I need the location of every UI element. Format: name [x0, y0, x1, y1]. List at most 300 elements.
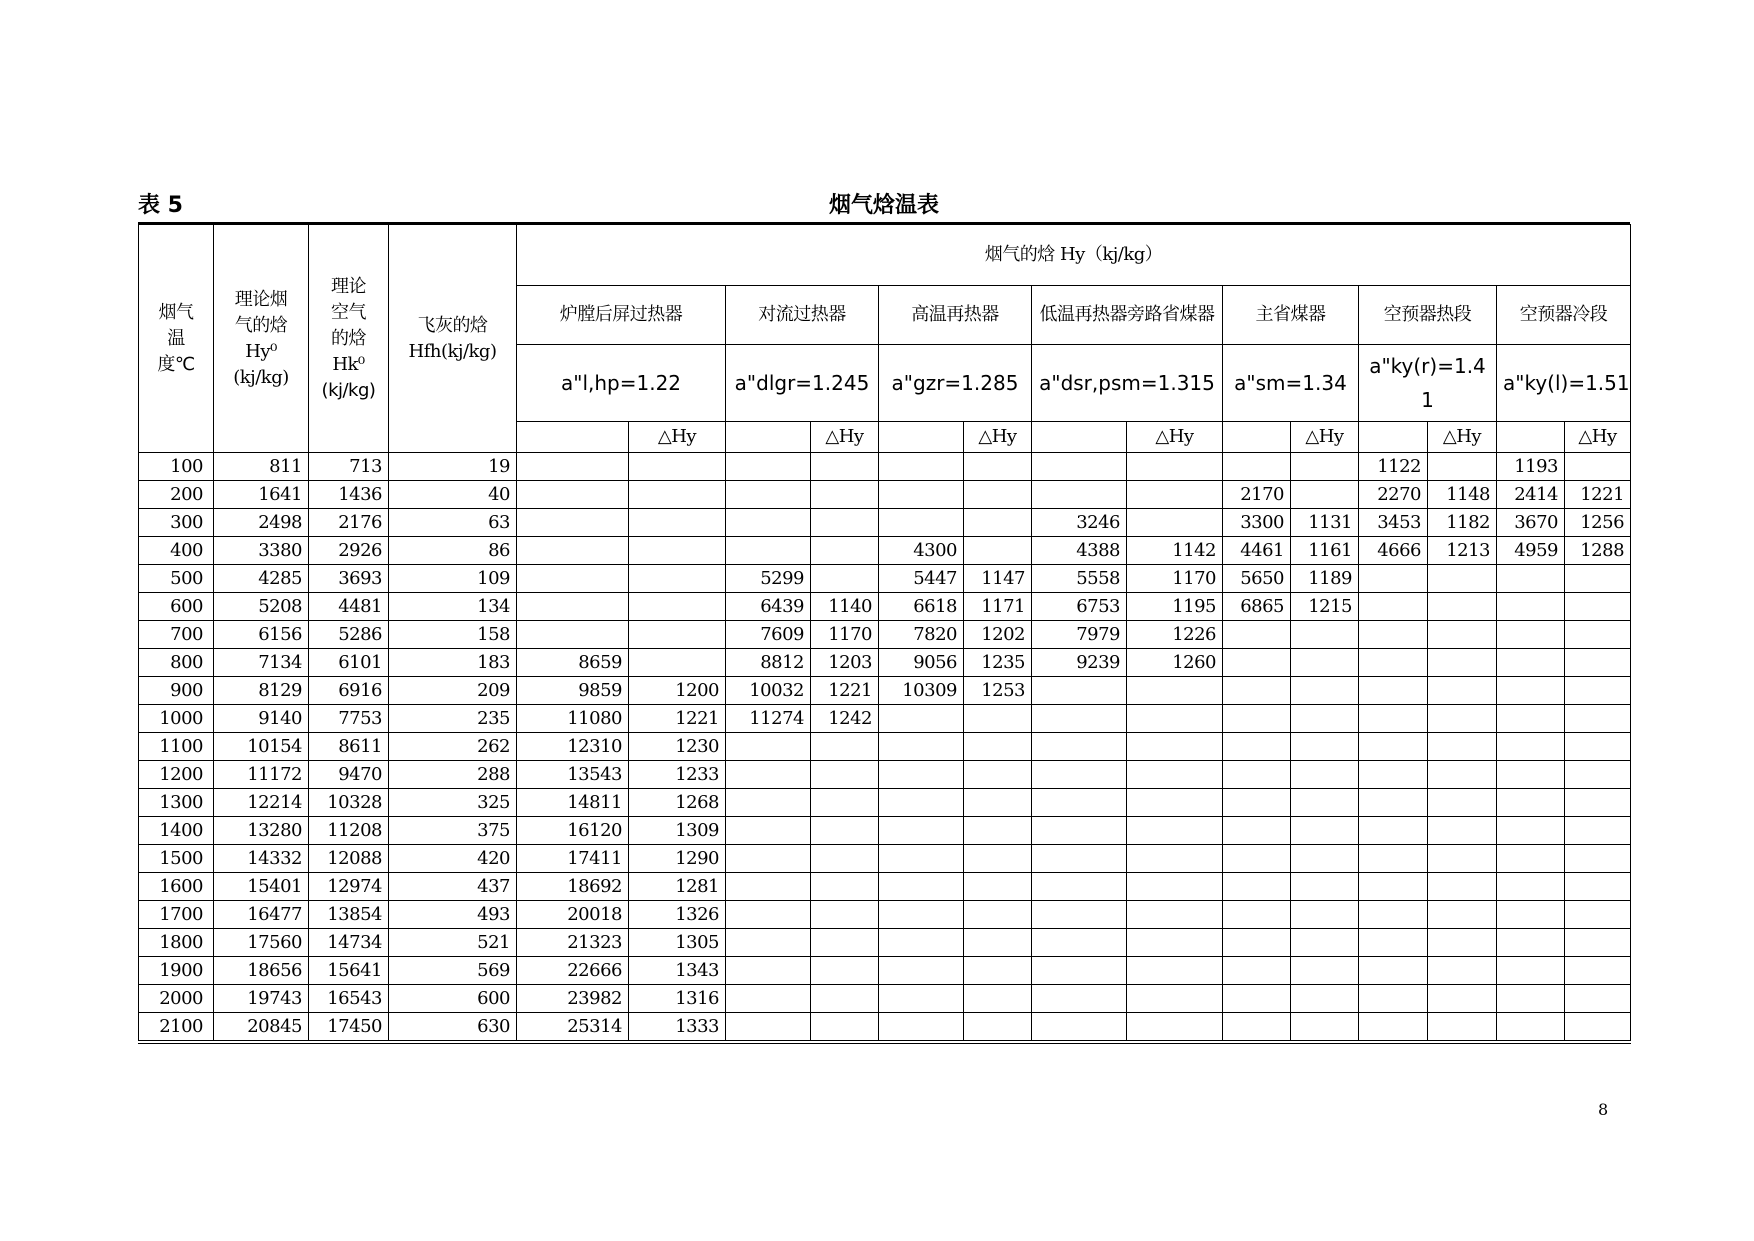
value-cell: 4481: [309, 593, 389, 621]
value-cell: [517, 593, 629, 621]
section-name: 空预器冷段: [1497, 286, 1631, 345]
value-cell: [1497, 929, 1565, 957]
value-cell: [1291, 453, 1359, 481]
value-cell: [1127, 761, 1223, 789]
value-cell: [1291, 957, 1359, 985]
value-cell: [964, 733, 1032, 761]
value-cell: 12214: [214, 789, 309, 817]
value-cell: 14811: [517, 789, 629, 817]
value-cell: [1497, 705, 1565, 733]
value-cell: [517, 621, 629, 649]
value-cell: 11208: [309, 817, 389, 845]
value-cell: [726, 985, 811, 1013]
value-cell: 1215: [1291, 593, 1359, 621]
table-row: [139, 817, 1631, 845]
value-cell: 1200: [629, 677, 726, 705]
temperature-cell: 700: [139, 621, 214, 649]
value-cell: 1202: [964, 621, 1032, 649]
value-cell: 10328: [309, 789, 389, 817]
value-cell: [629, 453, 726, 481]
value-cell: [1223, 677, 1291, 705]
value-cell: [879, 481, 964, 509]
value-cell: [1032, 901, 1127, 929]
value-cell: 8659: [517, 649, 629, 677]
value-cell: 2926: [309, 537, 389, 565]
temperature-cell: 2100: [139, 1013, 214, 1043]
value-cell: [726, 901, 811, 929]
value-cell: 209: [389, 677, 517, 705]
sub-header-delta: △Hy: [1291, 422, 1359, 453]
value-cell: 1203: [811, 649, 879, 677]
value-cell: [1127, 789, 1223, 817]
value-cell: [811, 929, 879, 957]
value-cell: [726, 509, 811, 537]
value-cell: 9239: [1032, 649, 1127, 677]
value-cell: [811, 957, 879, 985]
value-cell: 3300: [1223, 509, 1291, 537]
value-cell: [1223, 761, 1291, 789]
value-cell: 4388: [1032, 537, 1127, 565]
header-temp: [139, 225, 214, 453]
value-cell: [811, 817, 879, 845]
value-cell: [1565, 845, 1631, 873]
value-cell: [726, 873, 811, 901]
value-cell: 262: [389, 733, 517, 761]
value-cell: 6618: [879, 593, 964, 621]
value-cell: 17450: [309, 1013, 389, 1043]
value-cell: 288: [389, 761, 517, 789]
value-cell: [1565, 593, 1631, 621]
value-cell: 1233: [629, 761, 726, 789]
header-hk0-line: 空气: [331, 301, 366, 323]
value-cell: [1127, 985, 1223, 1013]
value-cell: [726, 537, 811, 565]
value-cell: [1428, 453, 1497, 481]
table-row: [139, 1013, 1631, 1043]
sub-header-hy: [517, 422, 629, 453]
value-cell: 158: [389, 621, 517, 649]
value-cell: 18692: [517, 873, 629, 901]
section-alpha: a"sm=1.34: [1223, 345, 1359, 422]
value-cell: [1223, 789, 1291, 817]
value-cell: [1428, 789, 1497, 817]
value-cell: [1497, 789, 1565, 817]
value-cell: [1565, 621, 1631, 649]
value-cell: [879, 845, 964, 873]
value-cell: [811, 565, 879, 593]
table-row: [139, 845, 1631, 873]
value-cell: 40: [389, 481, 517, 509]
value-cell: [1127, 957, 1223, 985]
temperature-cell: 1900: [139, 957, 214, 985]
header-hfh: [389, 225, 517, 453]
table-row: [139, 509, 1631, 537]
value-cell: [1565, 733, 1631, 761]
header-hfh-line: 飞灰的焓: [417, 314, 488, 336]
value-cell: [1428, 1013, 1497, 1043]
temperature-cell: 1000: [139, 705, 214, 733]
value-cell: 8129: [214, 677, 309, 705]
value-cell: [811, 453, 879, 481]
temperature-cell: 1500: [139, 845, 214, 873]
value-cell: [1497, 621, 1565, 649]
value-cell: 1122: [1359, 453, 1428, 481]
value-cell: 11274: [726, 705, 811, 733]
value-cell: [811, 985, 879, 1013]
value-cell: [1359, 873, 1428, 901]
section-name: 主省煤器: [1223, 286, 1359, 345]
value-cell: 3246: [1032, 509, 1127, 537]
table-row: [139, 761, 1631, 789]
value-cell: [1291, 901, 1359, 929]
value-cell: [1565, 565, 1631, 593]
value-cell: [629, 621, 726, 649]
value-cell: [964, 789, 1032, 817]
sub-header-delta: △Hy: [1428, 422, 1497, 453]
value-cell: 1170: [1127, 565, 1223, 593]
value-cell: 2498: [214, 509, 309, 537]
value-cell: 1171: [964, 593, 1032, 621]
value-cell: [879, 733, 964, 761]
value-cell: [1223, 1013, 1291, 1043]
value-cell: [1359, 929, 1428, 957]
value-cell: 1221: [1565, 481, 1631, 509]
value-cell: 8812: [726, 649, 811, 677]
value-cell: 23982: [517, 985, 629, 1013]
value-cell: 493: [389, 901, 517, 929]
value-cell: [879, 957, 964, 985]
sub-header-delta: △Hy: [1565, 422, 1631, 453]
value-cell: 1189: [1291, 565, 1359, 593]
value-cell: [1291, 621, 1359, 649]
value-cell: 19: [389, 453, 517, 481]
table-row: [139, 873, 1631, 901]
value-cell: [1428, 929, 1497, 957]
value-cell: [1291, 481, 1359, 509]
value-cell: [1291, 649, 1359, 677]
value-cell: [811, 789, 879, 817]
value-cell: 14332: [214, 845, 309, 873]
value-cell: 9056: [879, 649, 964, 677]
table-row: [139, 789, 1631, 817]
value-cell: [726, 1013, 811, 1043]
value-cell: 6101: [309, 649, 389, 677]
value-cell: 1256: [1565, 509, 1631, 537]
value-cell: 86: [389, 537, 517, 565]
value-cell: 1140: [811, 593, 879, 621]
value-cell: [1291, 845, 1359, 873]
value-cell: [726, 957, 811, 985]
value-cell: 6865: [1223, 593, 1291, 621]
value-cell: [1565, 453, 1631, 481]
value-cell: 7820: [879, 621, 964, 649]
sub-header-hy: [1032, 422, 1127, 453]
value-cell: [1565, 901, 1631, 929]
value-cell: [964, 453, 1032, 481]
value-cell: [1359, 705, 1428, 733]
value-cell: [964, 873, 1032, 901]
value-cell: [1291, 985, 1359, 1013]
value-cell: 6753: [1032, 593, 1127, 621]
value-cell: [1223, 929, 1291, 957]
value-cell: 5286: [309, 621, 389, 649]
value-cell: [1359, 677, 1428, 705]
value-cell: [1223, 957, 1291, 985]
value-cell: [811, 761, 879, 789]
value-cell: 9140: [214, 705, 309, 733]
value-cell: [1032, 1013, 1127, 1043]
value-cell: 11172: [214, 761, 309, 789]
value-cell: [1291, 789, 1359, 817]
temperature-cell: 2000: [139, 985, 214, 1013]
value-cell: [1565, 873, 1631, 901]
value-cell: 1221: [811, 677, 879, 705]
value-cell: 437: [389, 873, 517, 901]
value-cell: 4959: [1497, 537, 1565, 565]
value-cell: 5650: [1223, 565, 1291, 593]
value-cell: 4285: [214, 565, 309, 593]
temperature-cell: 1400: [139, 817, 214, 845]
sub-header-delta: △Hy: [629, 422, 726, 453]
value-cell: [879, 789, 964, 817]
header-group: 烟气的焓 Hy（kj/kg）: [517, 225, 1631, 286]
table-row: [139, 957, 1631, 985]
value-cell: 17411: [517, 845, 629, 873]
value-cell: 2270: [1359, 481, 1428, 509]
enthalpy-table: [138, 224, 1631, 1044]
value-cell: 1161: [1291, 537, 1359, 565]
value-cell: [1428, 761, 1497, 789]
value-cell: [1223, 817, 1291, 845]
table-body: [139, 453, 1631, 1043]
value-cell: 16120: [517, 817, 629, 845]
value-cell: [964, 985, 1032, 1013]
value-cell: [964, 901, 1032, 929]
header-hfh-line: Hfh(kj/kg): [408, 340, 497, 362]
value-cell: 15641: [309, 957, 389, 985]
value-cell: 20018: [517, 901, 629, 929]
value-cell: [1565, 761, 1631, 789]
value-cell: [1032, 929, 1127, 957]
value-cell: [1032, 733, 1127, 761]
value-cell: [1127, 453, 1223, 481]
value-cell: [1359, 649, 1428, 677]
value-cell: [726, 817, 811, 845]
value-cell: [1223, 901, 1291, 929]
value-cell: [1497, 901, 1565, 929]
value-cell: [1032, 789, 1127, 817]
value-cell: [879, 817, 964, 845]
value-cell: 183: [389, 649, 517, 677]
section-alpha: a"gzr=1.285: [879, 345, 1032, 422]
value-cell: [1428, 957, 1497, 985]
value-cell: [1565, 1013, 1631, 1043]
value-cell: [1032, 677, 1127, 705]
temperature-cell: 900: [139, 677, 214, 705]
value-cell: [726, 845, 811, 873]
value-cell: [1359, 761, 1428, 789]
value-cell: [964, 537, 1032, 565]
value-cell: [1428, 649, 1497, 677]
page-number: 8: [1598, 1100, 1609, 1119]
value-cell: [1428, 621, 1497, 649]
value-cell: [879, 985, 964, 1013]
value-cell: [964, 957, 1032, 985]
value-cell: [811, 537, 879, 565]
value-cell: 1290: [629, 845, 726, 873]
value-cell: [1359, 1013, 1428, 1043]
value-cell: [879, 761, 964, 789]
value-cell: [811, 733, 879, 761]
value-cell: [1428, 901, 1497, 929]
temperature-cell: 200: [139, 481, 214, 509]
sub-header-hy: [726, 422, 811, 453]
table-row: [139, 929, 1631, 957]
value-cell: [1497, 733, 1565, 761]
sub-header-hy: [879, 422, 964, 453]
value-cell: 1226: [1127, 621, 1223, 649]
value-cell: [1359, 621, 1428, 649]
value-cell: 63: [389, 509, 517, 537]
value-cell: 6439: [726, 593, 811, 621]
sub-header-hy: [1359, 422, 1428, 453]
value-cell: [629, 537, 726, 565]
value-cell: [1223, 705, 1291, 733]
value-cell: [726, 733, 811, 761]
section-name: 空预器热段: [1359, 286, 1497, 345]
sub-header-delta: △Hy: [964, 422, 1032, 453]
temperature-cell: 400: [139, 537, 214, 565]
value-cell: [1127, 733, 1223, 761]
value-cell: [1497, 985, 1565, 1013]
value-cell: 1436: [309, 481, 389, 509]
value-cell: [879, 509, 964, 537]
section-name: 对流过热器: [726, 286, 879, 345]
table-label: 表 5: [138, 193, 183, 218]
table-row: [139, 593, 1631, 621]
value-cell: [811, 901, 879, 929]
value-cell: [964, 1013, 1032, 1043]
value-cell: 14734: [309, 929, 389, 957]
value-cell: 3380: [214, 537, 309, 565]
value-cell: [811, 873, 879, 901]
sub-header-hy: [1223, 422, 1291, 453]
value-cell: [517, 537, 629, 565]
value-cell: 7753: [309, 705, 389, 733]
value-cell: [629, 509, 726, 537]
value-cell: 134: [389, 593, 517, 621]
value-cell: 9470: [309, 761, 389, 789]
value-cell: 19743: [214, 985, 309, 1013]
value-cell: [1359, 733, 1428, 761]
value-cell: 420: [389, 845, 517, 873]
header-hk0: [309, 225, 389, 453]
value-cell: 521: [389, 929, 517, 957]
value-cell: 20845: [214, 1013, 309, 1043]
value-cell: 713: [309, 453, 389, 481]
value-cell: 3453: [1359, 509, 1428, 537]
value-cell: [1359, 901, 1428, 929]
value-cell: [1032, 985, 1127, 1013]
value-cell: 7134: [214, 649, 309, 677]
value-cell: [964, 817, 1032, 845]
value-cell: 1260: [1127, 649, 1223, 677]
value-cell: [1127, 901, 1223, 929]
value-cell: [1223, 985, 1291, 1013]
value-cell: [1291, 705, 1359, 733]
value-cell: [964, 761, 1032, 789]
value-cell: 9859: [517, 677, 629, 705]
value-cell: [1127, 929, 1223, 957]
value-cell: [726, 789, 811, 817]
value-cell: [726, 453, 811, 481]
value-cell: [1291, 817, 1359, 845]
value-cell: [1291, 873, 1359, 901]
table-row: [139, 481, 1631, 509]
table-row: [139, 565, 1631, 593]
value-cell: 5558: [1032, 565, 1127, 593]
value-cell: [879, 929, 964, 957]
value-cell: 2170: [1223, 481, 1291, 509]
section-name: 低温再热器旁路省煤器: [1032, 286, 1223, 345]
value-cell: [964, 481, 1032, 509]
sub-header-hy: [1497, 422, 1565, 453]
sub-header-delta: △Hy: [811, 422, 879, 453]
value-cell: [1497, 593, 1565, 621]
value-cell: [1497, 845, 1565, 873]
value-cell: [1223, 649, 1291, 677]
value-cell: 22666: [517, 957, 629, 985]
header-hy0-line: (kj/kg): [233, 366, 289, 388]
value-cell: [879, 873, 964, 901]
value-cell: 12310: [517, 733, 629, 761]
value-cell: [629, 593, 726, 621]
sub-header-delta: △Hy: [1127, 422, 1223, 453]
value-cell: 235: [389, 705, 517, 733]
value-cell: [1127, 705, 1223, 733]
value-cell: 10309: [879, 677, 964, 705]
value-cell: [1497, 957, 1565, 985]
value-cell: [1223, 733, 1291, 761]
value-cell: 21323: [517, 929, 629, 957]
value-cell: [1497, 817, 1565, 845]
value-cell: 4666: [1359, 537, 1428, 565]
value-cell: [1428, 677, 1497, 705]
temperature-cell: 300: [139, 509, 214, 537]
value-cell: [726, 929, 811, 957]
temperature-cell: 100: [139, 453, 214, 481]
value-cell: [964, 509, 1032, 537]
value-cell: [811, 845, 879, 873]
value-cell: 569: [389, 957, 517, 985]
value-cell: [1497, 873, 1565, 901]
value-cell: [1032, 705, 1127, 733]
value-cell: 600: [389, 985, 517, 1013]
value-cell: [1428, 565, 1497, 593]
value-cell: 1242: [811, 705, 879, 733]
value-cell: [1428, 705, 1497, 733]
value-cell: [1565, 817, 1631, 845]
value-cell: 2176: [309, 509, 389, 537]
value-cell: 3693: [309, 565, 389, 593]
value-cell: 1305: [629, 929, 726, 957]
value-cell: [964, 929, 1032, 957]
value-cell: [879, 453, 964, 481]
value-cell: [811, 509, 879, 537]
value-cell: 6156: [214, 621, 309, 649]
section-alpha: a"l,hp=1.22: [517, 345, 726, 422]
header-hy0-line: 气的焓: [234, 314, 288, 336]
